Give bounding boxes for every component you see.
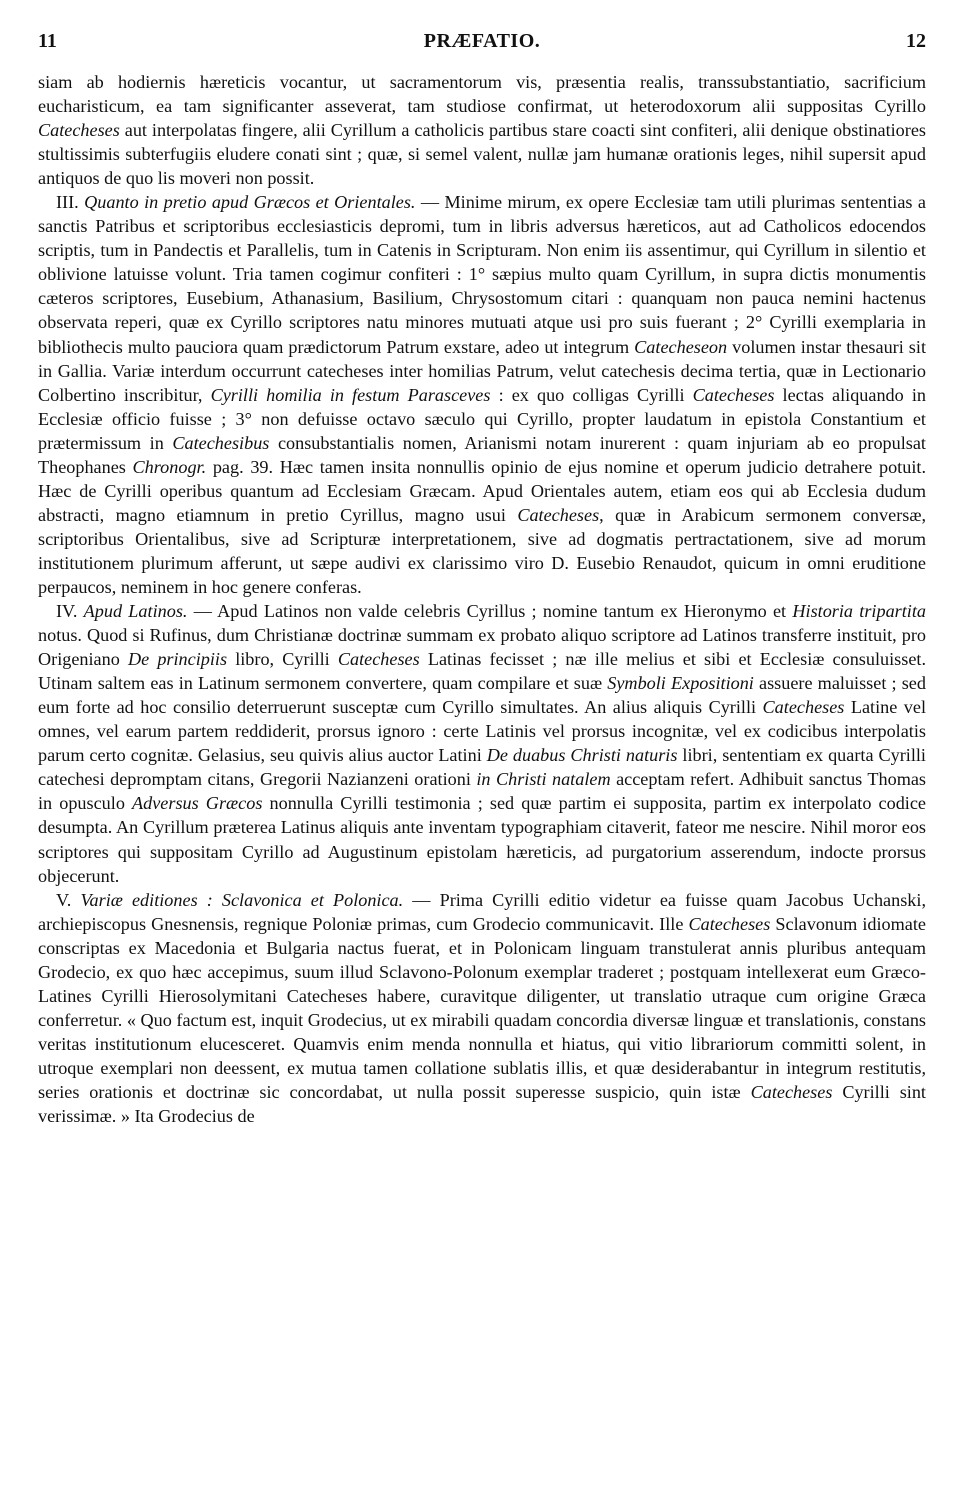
text-run: IV. bbox=[56, 601, 84, 622]
italic-text: Catecheses bbox=[692, 384, 775, 405]
paragraph bbox=[38, 190, 926, 599]
italic-text: Cyrilli homilia in festum Parasceves bbox=[210, 384, 491, 405]
text-run: — Apud Latinos non valde celebris Cyrillus ; nomine tantum ex Hieronymo et bbox=[187, 601, 793, 622]
running-header bbox=[38, 30, 926, 60]
text-run: libro, Cyrilli bbox=[227, 649, 338, 670]
italic-text: Catecheses bbox=[762, 697, 845, 718]
italic-text: in Christi natalem bbox=[476, 769, 611, 790]
paragraph bbox=[38, 888, 926, 1128]
text-run: III. bbox=[56, 192, 85, 213]
text-run: — Minime mirum, ex opere Ecclesiæ tam utili plurimas sententias a sanctis Patribus et scriptoribus ecclesiasticis depromi, tum in libris adversus hæreticos, aut ad Catholicos edocendos scriptis, tum in Pandectis et Parallelis, tum in Catenis in Scripturam. Non enim iis assentimur, qui Cyrillum in silentio et oblivione latuisse volunt. Tria tamen cogimur confiteri : 1° sæpius multo quam Cyrillum, in supra dictis monumentis cæteros scriptores, Eusebium, Athanasium, Basilium, Chrysostomum citari : quanquam non pauca nemini hactenus observata reperi, quæ ex Cyrillo scriptores natu minores mutuati atque usi pro suis fuerant ; 2° Cyrilli exemplaria in bibliothecis multo pauciora quam prædictorum Patrum exstare, adeo ut integrum bbox=[38, 192, 926, 357]
text-run: : ex quo colligas Cyrilli bbox=[490, 384, 693, 405]
text-run: acceptam refert. Adhibuit sanctus Thomas in opusculo bbox=[38, 769, 927, 814]
text-run: nonnulla Cyrilli testimonia ; sed quæ partim ei supposita, partim ex interpolato codice desumpta. An Cyrillum præterea Latinus aliquis ante inventam typographiam citaverit, fateor me nescire. Nihil moror eos scriptores qui suppositam Cyrillo ad Augustinum epistolam hæreticis, ad purgatorium asserendum, indocte prorsus objecerunt. bbox=[38, 793, 926, 886]
text-run: assuere maluisset ; sed eum forte ad hoc consilio deterruerunt susceptæ cum Cyrillo simultates. An alius aliquis Cyrilli bbox=[38, 673, 926, 718]
italic-text: Adversus Græcos bbox=[132, 793, 263, 814]
italic-text: Catecheses bbox=[337, 649, 420, 670]
text-run: Latinas fecisset ; næ ille melius et sibi et Ecclesiæ consuluisset. Utinam saltem eas in Latinum sermonem convertere, quam compilare et suæ bbox=[38, 649, 926, 694]
text-run: Latine vel omnes, vel earum partem reddiderit, prorsus ignoro : certe Latinis vel prorsus incognitæ, vel ex codicibus interpolatis parum certo cognitæ. Gelasius, seu quivis alius auctor Latini bbox=[38, 697, 926, 766]
italic-text: Catecheses bbox=[688, 913, 771, 934]
italic-text: Catecheseon bbox=[634, 336, 728, 357]
italic-text: Variæ editiones : Sclavonica et Polonica. bbox=[80, 889, 404, 910]
italic-text: Catecheses bbox=[750, 1081, 833, 1102]
page-number-left: 11 bbox=[38, 30, 57, 52]
italic-text: De duabus Christi naturis bbox=[486, 745, 678, 766]
text-run: siam ab hodiernis hæreticis vocantur, ut sacramentorum vis, præsentia realis, transsubstantiatio, sacrificium eucharisticum, ea tam significanter asseverat, tam studiose confirmat, ut heterodoxorum alii suppositas Cyrillo bbox=[38, 72, 926, 117]
text-run: Cyrilli sint verissimæ. » Ita Grodecius de bbox=[38, 1081, 926, 1127]
text-run: , quæ in Arabicum sermonem conversæ, scriptoribus Orientalibus, sive ad Scripturæ interpretationem, sive ad dogmatis pertractationem, sive ad morum institutionem plurimum afferunt, ut sæpe audivi ex clarissimo viro D. Eusebio Renaudot, quicum in omni eruditione perpaucos, neminem in hoc genere conferas. bbox=[38, 504, 927, 597]
page-number-right: 12 bbox=[906, 30, 926, 52]
text-run: notus. Quod si Rufinus, dum Christianæ doctrinæ summam ex probato aliquo scriptore ad Latinos transferre instituit, pro Origeniano bbox=[38, 625, 926, 670]
italic-text: De principiis bbox=[127, 649, 228, 670]
text-run: pag. 39. Hæc tamen insita nonnullis opinio de ejus nomine et operum judicio detrahere potuit. Hæc de Cyrilli operibus quantum ad Ecclesiam Græcam. Apud Orientales autem, etiam eos qui ab Ecclesia dudum abstracti, magno etiamnum in pretio Cyrillus, magno usui bbox=[38, 456, 926, 525]
text-run: Sclavonum idiomate conscriptas ex Macedonia et Bulgaria nactus fuerat, et in Polonicam linguam transtulerat annis pluribus antequam Grodecio, ex quo hæc accepimus, suum illud Sclavono-Polonum exemplar traderet ; postquam intellexerat eum Græco-Latines Cyrilli Hierosolymitani Catecheses habere, curavitque diligenter, ut translatio utraque cum origine Græca conferretur. « Quo factum est, inquit Grodecius, ut ex mirabili quadam concordia diversæ linguæ et translationis, constans veritas institutionum elucesceret. Quamvis enim menda nonnulla et hiatus, qui vitio librariorum committi solent, in utroque exemplari non deessent, ex mutua tamen collatione sublatis illis, et quæ desiderabantur in integrum restitutis, series orationis et doctrinæ sic concordabat, ut nulla possit superesse suspicio, quin istæ bbox=[38, 913, 927, 1102]
italic-text: Apud Latinos. bbox=[83, 601, 188, 622]
italic-text: Symboli Expositioni bbox=[607, 673, 754, 694]
text-run: aut interpolatas fingere, alii Cyrillum a catholicis partibus stare coacti sint confiteri, alii denique obstinatiores stultissimis subterfugiis eludere conati sint ; quæ, si semel valent, nullæ jam humanæ orationis leges, nihil supersit apud antiquos de quo lis moveri non possit. bbox=[38, 120, 926, 189]
text-run: V. bbox=[56, 889, 81, 910]
text-run: consubstantialis nomen, Arianismi notam inurerent : quam injuriam ab eo propulsat Theophanes bbox=[38, 432, 926, 477]
italic-text: Catecheses bbox=[517, 504, 600, 525]
italic-text: Historia tripartita bbox=[792, 601, 926, 622]
paragraph bbox=[38, 70, 926, 190]
text-run: lectas aliquando in Ecclesiæ officio fuisse ; 3° non defuisse octavo sæculo qui Cyrillo, propter laudatum in epistola Constantium et prætermissum in bbox=[38, 384, 926, 453]
text-run: volumen instar thesauri sit in Gallia. Variæ interdum occurrunt catecheses inter homilias Patrum, velut catechesis decima tertia, quæ in Lectionario Colbertino inscribitur, bbox=[38, 336, 926, 405]
italic-text: Chronogr. bbox=[132, 456, 207, 477]
body-text bbox=[38, 70, 926, 1128]
text-run: — Prima Cyrilli editio videtur ea fuisse quam Jacobus Uchanski, archiepiscopus Gnesnensis, regnique Poloniæ primas, cum Grodecio communicavit. Ille bbox=[38, 889, 926, 934]
italic-text: Catecheses bbox=[38, 120, 120, 141]
italic-text: Quanto in pretio apud Græcos et Orientales. bbox=[84, 192, 416, 213]
italic-text: Catechesibus bbox=[172, 432, 270, 453]
text-run: libri, sententiam ex quarta Cyrilli catechesi depromptam citans, Gregorii Nazianzeni orationi bbox=[38, 745, 926, 790]
running-title: PRÆFATIO. bbox=[423, 30, 541, 52]
paragraph bbox=[38, 599, 926, 888]
book-page bbox=[38, 30, 926, 1128]
